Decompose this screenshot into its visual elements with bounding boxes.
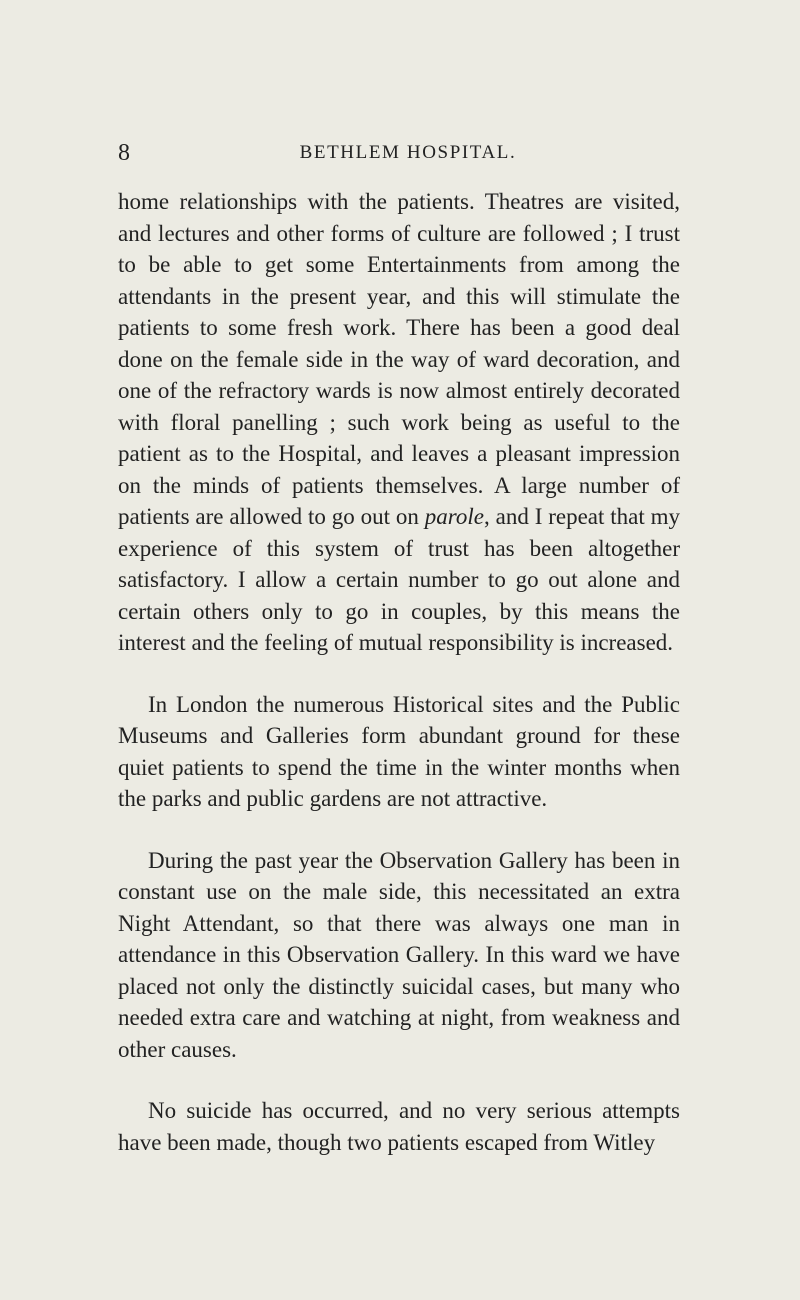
paragraph-1-text-before: home relationships with the patients. Theatres are visited, and lectures and other forms of culture are followed ; I trust to be able to get some Entertainments from among the attendants in the present year, and this will stimulate the patients to some fresh work. There has been a good deal done on the female side in the way of ward decoration, and one of the refractory wards is now almost entirely decorated with floral panelling ; such work being as useful to the patient as to the Hospital, and leaves a pleasant impression on the minds of patients themselves. A large number of patients are allowed to go out on [118, 189, 680, 529]
paragraph-1-italic-word: parole [424, 504, 484, 529]
running-title: BETHLEM HOSPITAL. [299, 142, 517, 163]
page-number: 8 [118, 140, 130, 166]
body-text [118, 186, 680, 1158]
paragraph-2: In London the numerous Historical sites and the Public Museums and Galleries form abundant ground for these quiet patients to spend the time in the winter months when the parks and public gardens are not attractive. [118, 691, 680, 811]
paragraph-4: No suicide has occurred, and no very serious attempts have been made, though two patients escaped from Witley [118, 1098, 680, 1155]
paragraph-3: During the past year the Observation Gallery has been in constant use on the male side, this necessitated an extra Night Attendant, so that there was always one man in attendance in this Observation Gallery. In this ward we have placed not only the distinctly suicidal cases, but many who needed extra care and watching at night, from weakness and other causes. [118, 847, 680, 1062]
page-header [118, 138, 678, 168]
paragraph-1 [118, 186, 680, 659]
paragraph-1-text-after: , and I repeat that my experience of this system of trust has been altogether satisfactory. I allow a certain number to go out alone and certain others only to go in couples, by this means the interest and the feeling of mutual responsibility is increased. [118, 504, 681, 655]
